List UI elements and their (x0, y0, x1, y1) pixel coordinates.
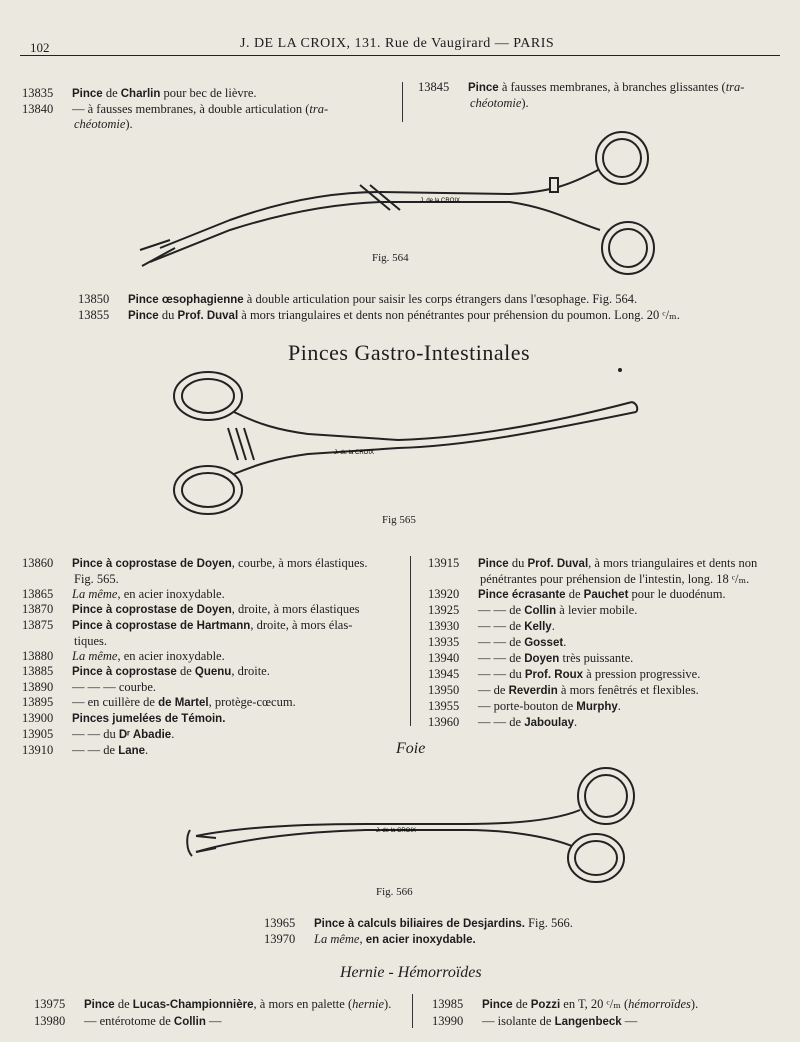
figure-label-566: Fig. 566 (376, 886, 413, 898)
entry-number: 13900 (22, 711, 54, 725)
column-divider (402, 82, 403, 122)
entry-term: Prof. Roux (524, 669, 584, 681)
entry-text: , courbe, à mors élastiques. (231, 556, 368, 570)
entry-term: Jaboulay (524, 717, 575, 729)
entry-text: , en acier inoxydable. (117, 649, 225, 663)
engraving-mark: J. de la CROIX (376, 828, 417, 834)
entry-number: 13910 (22, 743, 54, 757)
entry-text: pénétrantes pour préhension de l'intestin, long. 18 ᶜ/ₘ. (480, 572, 750, 586)
entry-term: Pince (84, 999, 115, 1011)
entry-text: ). (384, 997, 392, 1011)
entry-text: , droite. (231, 664, 270, 678)
entry-term: Pince à coprostase (72, 666, 177, 678)
entry-number: 13865 (22, 587, 54, 601)
entry-13890 (22, 680, 368, 695)
entry-13980 (34, 1013, 391, 1030)
entry-number: 13955 (428, 699, 460, 713)
entry-13875 (22, 618, 368, 649)
entry-text: de (176, 664, 195, 678)
entry-term: Pinces jumelées de Témoin. (72, 713, 226, 725)
entry-13860 (22, 556, 368, 587)
entry-continuation (22, 634, 368, 649)
entry-number: 13840 (22, 102, 54, 116)
entry-text: du (508, 556, 528, 570)
entry-text: — à fausses membranes, à double articulation ( (72, 102, 310, 116)
entry-number: 13895 (22, 695, 54, 709)
entry-continuation (428, 572, 757, 587)
entry-13940 (428, 651, 757, 667)
entry-text: de (114, 997, 133, 1011)
entry-13950 (428, 683, 757, 699)
entry-number: 13940 (428, 651, 460, 665)
entry-number: 13915 (428, 556, 460, 570)
entry-number: 13970 (264, 932, 296, 946)
entry-13840 (22, 102, 328, 132)
page-number: 102 (30, 40, 50, 55)
entry-text: pour le duodénum. (628, 587, 726, 601)
engraving-mark: J. de la CROIX (334, 450, 375, 456)
entry-italic: tra- (725, 80, 745, 94)
entry-term: Collin (524, 605, 557, 617)
column-divider (410, 556, 411, 726)
entry-13910 (22, 743, 368, 759)
entry-term: Pince écrasante (478, 589, 566, 601)
section-title-hernie: Hernie - Hémorroïdes (340, 964, 482, 981)
entry-number: 13950 (428, 683, 460, 697)
entry-term: Langenbeck (554, 1016, 622, 1028)
entry-text: Fig. 565. (74, 572, 119, 586)
entry-text: à mors fenêtrés et flexibles. (557, 683, 699, 697)
entry-number: 13890 (22, 680, 54, 694)
entry-text: à levier mobile. (556, 603, 638, 617)
coprostase-forceps-illustration (168, 368, 648, 528)
entry-text: — — de (478, 651, 525, 665)
entry-text: ). (521, 96, 529, 110)
entry-term: Lucas-Championnière (132, 999, 254, 1011)
entry-text: , en acier inoxydable. (117, 587, 225, 601)
entry-text: — isolante de (482, 1014, 555, 1028)
entry-text: , (359, 932, 366, 946)
entry-13970 (264, 932, 573, 948)
entry-13865 (22, 587, 368, 602)
header-rule (20, 55, 780, 56)
entry-italic: chéotomie (74, 117, 126, 131)
entry-italic: La même (314, 932, 360, 946)
entry-term: Pozzi (530, 999, 561, 1011)
entry-13975 (34, 996, 391, 1013)
entry-italic: La même (72, 587, 118, 601)
entry-text: — — de (478, 635, 525, 649)
entry-term: en acier inoxydable. (365, 934, 476, 946)
entry-13960 (428, 715, 757, 731)
entry-text: pour bec de lièvre. (160, 86, 257, 100)
entry-13985 (432, 996, 698, 1013)
entry-13990 (432, 1013, 698, 1030)
entry-italic: tra- (309, 102, 329, 116)
entry-text: — porte-bouton de (478, 699, 577, 713)
entry-text: tiques. (74, 634, 107, 648)
entry-text: . (574, 715, 578, 729)
entry-13930 (428, 619, 757, 635)
entry-text: à mors triangulaires et dents non pénétrantes pour préhension du poumon. Long. 20 ᶜ/ₘ. (238, 308, 680, 322)
entry-number: 13925 (428, 603, 460, 617)
entry-number: 13850 (78, 292, 110, 306)
entry-italic: chéotomie (470, 96, 522, 110)
entry-number: 13945 (428, 667, 460, 681)
entry-13925 (428, 603, 757, 619)
entry-continuation (22, 572, 368, 587)
entry-number: 13920 (428, 587, 460, 601)
entry-13870 (22, 602, 368, 618)
entry-term: Pince (478, 558, 509, 570)
entry-number: 13905 (22, 727, 54, 741)
entry-number: 13880 (22, 649, 54, 663)
entry-term: Gosset (524, 637, 564, 649)
entry-term: Collin (173, 1016, 206, 1028)
entry-term: Pince à coprostase de Doyen (72, 604, 232, 616)
entry-text: de (512, 997, 531, 1011)
entry-term: de Martel (158, 697, 209, 709)
entry-text: — — de (478, 715, 525, 729)
entry-term: Reverdin (508, 685, 558, 697)
entry-text: . (171, 727, 175, 741)
foie-entries (264, 916, 573, 948)
entry-text: , à mors en palette ( (253, 997, 353, 1011)
entry-text: — de (478, 683, 509, 697)
entry-italic: hémorroïdes (628, 997, 691, 1011)
entry-13920 (428, 587, 757, 603)
entry-text: — (205, 1014, 222, 1028)
entry-13945 (428, 667, 757, 683)
entry-text: — — — courbe. (72, 680, 157, 694)
entry-term: Pince (468, 82, 499, 94)
entry-13850 (78, 292, 637, 308)
right-column-entries (428, 556, 757, 731)
entry-text: — — de (72, 743, 119, 757)
entry-13900 (22, 711, 368, 727)
entry-number: 13935 (428, 635, 460, 649)
gallstone-forceps-illustration (186, 766, 646, 886)
entry-text: — — du (72, 727, 119, 741)
entry-term: Pauchet (583, 589, 629, 601)
entry-term: Pince à calculs biliaires de Desjardins. (314, 918, 525, 930)
entry-text: de (565, 587, 584, 601)
entry-term: Pince (482, 999, 513, 1011)
bottom-right-entries (432, 996, 698, 1030)
entry-text: ). (690, 997, 699, 1011)
entry-term: Charlin (120, 88, 161, 100)
entry-italic: La même (72, 649, 118, 663)
entry-term: Pince à coprostase de Doyen (72, 558, 232, 570)
entry-number: 13870 (22, 602, 54, 616)
entry-text: — — de (478, 619, 525, 633)
entry-number: 13930 (428, 619, 460, 633)
entry-text: — — de (478, 603, 525, 617)
entry-term: Pince (72, 88, 103, 100)
entry-text: de (102, 86, 121, 100)
entry-text: . (617, 699, 621, 713)
entry-term: Pince œsophagienne (128, 294, 244, 306)
entry-text: à fausses membranes, à branches glissantes ( (498, 80, 726, 94)
entry-13915 (428, 556, 757, 587)
entry-text: à double articulation pour saisir les corps étrangers dans l'œsophage. Fig. 564. (243, 292, 638, 306)
entry-term: Pince à coprostase de Hartmann (72, 620, 251, 632)
bottom-left-entries (34, 996, 391, 1030)
entry-term: Prof. Duval (527, 558, 589, 570)
entry-number: 13960 (428, 715, 460, 729)
entry-text: du (158, 308, 178, 322)
entry-13885 (22, 664, 368, 680)
entry-term: Prof. Duval (177, 310, 239, 322)
entry-text: — (621, 1014, 638, 1028)
entry-text: . (551, 619, 555, 633)
section-title-gastro: Pinces Gastro-Intestinales (288, 340, 531, 365)
entry-text: , protège-cœcum. (208, 695, 296, 709)
entry-number: 13980 (34, 1014, 66, 1028)
entry-term: Pince (128, 310, 159, 322)
entry-text: — en cuillère de (72, 695, 159, 709)
entry-term: Murphy (576, 701, 618, 713)
entry-text: , droite, à mors élastiques (231, 602, 360, 616)
entry-number: 13985 (432, 997, 464, 1011)
entry-text: Fig. 566. (524, 916, 573, 930)
left-column-entries (22, 556, 368, 759)
entry-13895 (22, 695, 368, 711)
entry-number: 13875 (22, 618, 54, 632)
entry-term: Lane (118, 745, 146, 757)
entry-13845 (418, 80, 744, 111)
section-title-foie: Foie (396, 740, 426, 757)
entry-term: Quenu (194, 666, 232, 678)
entry-text: , à mors triangulaires et dents non (588, 556, 758, 570)
entry-text: ). (125, 117, 133, 131)
engraving-mark: J. de la CROIX (420, 198, 461, 204)
entry-13880 (22, 649, 368, 664)
entry-number: 13860 (22, 556, 54, 570)
entry-13855 (78, 308, 680, 324)
entry-text: — entérotome de (84, 1014, 174, 1028)
entry-13935 (428, 635, 757, 651)
entry-number: 13885 (22, 664, 54, 678)
running-head: J. DE LA CROIX, 131. Rue de Vaugirard — PARIS (240, 36, 555, 51)
figure-label-564: Fig. 564 (372, 252, 409, 264)
entry-13955 (428, 699, 757, 715)
entry-text: . (563, 635, 567, 649)
entry-text: très puissante. (559, 651, 634, 665)
entry-text: , droite, à mors élas- (250, 618, 353, 632)
entry-text: . (145, 743, 149, 757)
entry-number: 13990 (432, 1014, 464, 1028)
entry-number: 13845 (418, 80, 450, 94)
entry-13965 (264, 916, 573, 932)
entry-number: 13855 (78, 308, 110, 322)
entry-number: 13965 (264, 916, 296, 930)
entry-italic: hernie (352, 997, 385, 1011)
entry-term: Kelly (524, 621, 552, 633)
entry-text: à pression progressive. (583, 667, 701, 681)
entry-13905 (22, 727, 368, 743)
entry-text: — — du (478, 667, 525, 681)
entry-number: 13835 (22, 86, 54, 100)
column-divider (412, 994, 413, 1028)
figure-label-565: Fig 565 (382, 514, 416, 526)
entry-text: en T, 20 ᶜ/ₘ ( (560, 997, 629, 1011)
entry-term: Dʳ Abadie (118, 729, 172, 741)
entry-13835 (22, 86, 257, 102)
entry-number: 13975 (34, 997, 66, 1011)
entry-term: Doyen (524, 653, 560, 665)
